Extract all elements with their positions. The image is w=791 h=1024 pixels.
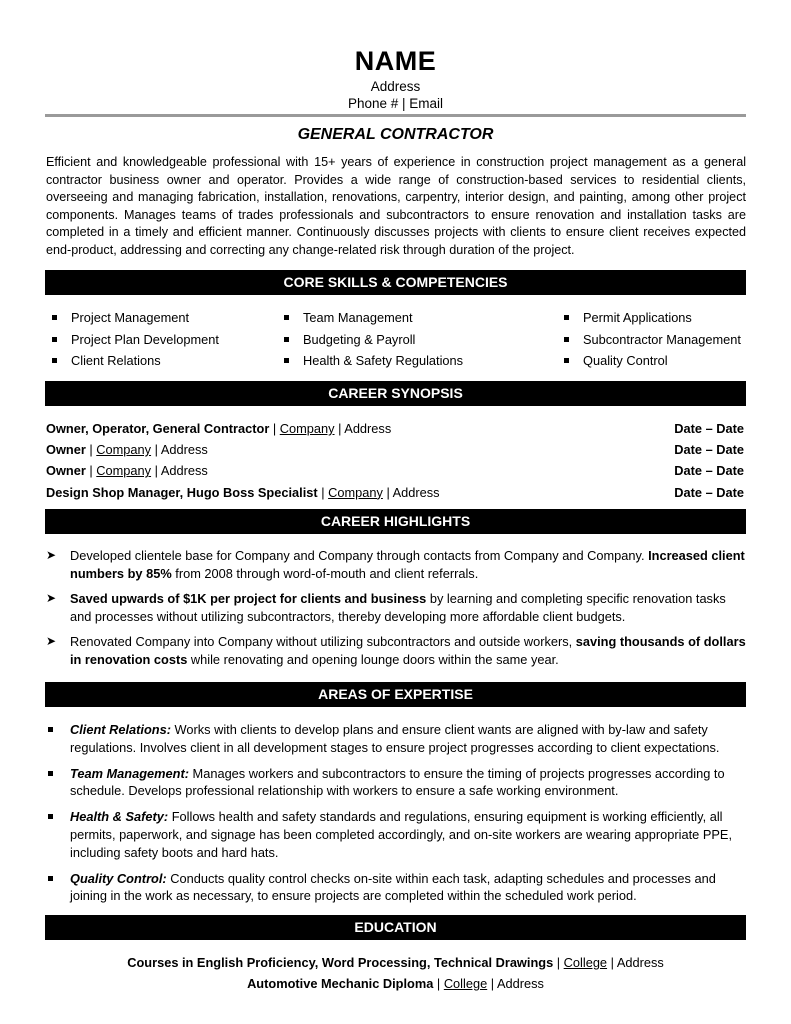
expertise-item: Team Management: Manages workers and subcontractors to ensure the timing of projects progresses according to schedule. Develops professional relationship with workers to ensure a safe working environment. xyxy=(46,765,746,800)
skill-item: Permit Applications xyxy=(558,309,741,331)
career-company: Company xyxy=(279,421,335,436)
expertise-item: Quality Control: Conducts quality control checks on-site within each task, adapting schedules and processes and joining in the work as necessary, to ensure projects are completed within the scheduled work period. xyxy=(46,870,746,905)
career-address: Address xyxy=(160,463,208,479)
section-header-highlights: CAREER HIGHLIGHTS xyxy=(45,509,746,534)
bullet-icon xyxy=(48,727,53,732)
skills-column-1 xyxy=(46,309,219,374)
education-course: Courses in English Proficiency, Word Processing, Technical Drawings xyxy=(127,955,554,970)
skills-column-2 xyxy=(278,309,463,374)
expertise-item: Client Relations: Works with clients to develop plans and ensure client wants are aligned with by-law and safety regulations. Involves client in all development stages to ensure project progresses according to client expectations. xyxy=(46,721,746,756)
header-divider xyxy=(45,114,746,117)
education-school: College xyxy=(563,955,608,970)
bullet-icon xyxy=(48,814,53,819)
highlights-list xyxy=(46,547,746,677)
email: Email xyxy=(409,96,444,111)
career-company: Company xyxy=(328,484,383,500)
career-row: Owner, Operator, General Contractor | Company | Address Date – Date xyxy=(46,421,744,436)
phone: Phone # xyxy=(347,96,399,111)
bullet-icon xyxy=(52,337,57,342)
section-header-expertise: AREAS OF EXPERTISE xyxy=(45,682,746,707)
expertise-item: Health & Safety: Follows health and safety standards and regulations, ensuring equipment is working efficiently, all permits, paperwork, and signage has been completed accordingly, and on-site workers are wearing appropriate PPE, including safety boots and hard hats. xyxy=(46,808,746,861)
career-role: Owner, Operator, General Contractor xyxy=(46,421,270,436)
skill-item: Project Management xyxy=(46,309,219,331)
skill-item: Budgeting & Payroll xyxy=(278,331,463,353)
skill-item: Project Plan Development xyxy=(46,331,219,353)
section-header-skills: CORE SKILLS & COMPETENCIES xyxy=(45,270,746,295)
education-course: Automotive Mechanic Diploma xyxy=(247,976,434,991)
highlight-item: ➤ Developed clientele base for Company and Company through contacts from Company and Company. Increased client numbers by 85% from 2008 through word-of-mouth and client referrals. xyxy=(46,548,745,581)
candidate-address: Address xyxy=(370,79,421,94)
skill-item: Health & Safety Regulations xyxy=(278,352,463,374)
contact-line xyxy=(0,96,791,111)
skill-item: Team Management xyxy=(278,309,463,331)
bullet-icon xyxy=(564,315,569,320)
bullet-icon xyxy=(564,358,569,363)
professional-summary: Efficient and knowledgeable professional with 15+ years of experience in construction project management as a general contractor business owner and operator. Provides a wide range of construction-based services to residential clients, overseeing and managing fabrication, installation, renovations, carpentry, interior design, and painting, among other project components. Manages teams of trades professionals and subcontractors to ensure renovation and installation tasks are completed in a timely and efficient manner. Continuously discusses projects with clients to ensure client receives expected end-product, addressing and correcting any change-related risk through duration of the project. xyxy=(46,155,746,257)
bullet-icon xyxy=(284,315,289,320)
bullet-icon xyxy=(52,315,57,320)
arrow-bullet-icon: ➤ xyxy=(46,548,57,562)
bullet-icon xyxy=(564,337,569,342)
career-role: Design Shop Manager, Hugo Boss Specialist xyxy=(46,484,318,500)
job-title: GENERAL CONTRACTOR xyxy=(297,126,494,143)
skill-item: Client Relations xyxy=(46,352,219,374)
highlight-item: ➤ Renovated Company into Company without utilizing subcontractors and outside workers, saving thousands of dollars in renovation costs while renovating and opening lounge doors within the same year. xyxy=(46,634,746,667)
career-address: Address xyxy=(392,484,440,500)
education-item: Automotive Mechanic Diploma | College | Address xyxy=(247,976,544,991)
career-row: Owner | Company | Address Date – Date xyxy=(46,442,744,458)
candidate-name: NAME xyxy=(354,46,437,76)
career-date: Date – Date xyxy=(674,442,744,458)
section-header-education: EDUCATION xyxy=(45,915,746,940)
career-role: Owner xyxy=(46,442,86,458)
career-list xyxy=(46,420,746,505)
skill-item: Subcontractor Management xyxy=(558,331,741,353)
career-row: Design Shop Manager, Hugo Boss Specialist | Company | Address Date – Date xyxy=(46,484,744,500)
arrow-bullet-icon: ➤ xyxy=(46,634,57,649)
career-address: Address xyxy=(344,421,392,436)
education-address: Address xyxy=(616,955,664,970)
career-role: Owner xyxy=(46,463,86,479)
highlight-item: ➤ Saved upwards of $1K per project for clients and business by learning and completing specific renovation tasks and processes without utilizing subcontractors, thereby developing more affordable client budgets. xyxy=(46,591,726,624)
career-row: Owner | Company | Address Date – Date xyxy=(46,463,744,479)
education-item: Courses in English Proficiency, Word Processing, Technical Drawings | College | Address xyxy=(127,955,664,970)
bullet-icon xyxy=(52,358,57,363)
arrow-bullet-icon: ➤ xyxy=(46,591,57,606)
career-date: Date – Date xyxy=(674,463,744,479)
separator: | xyxy=(402,96,406,111)
bullet-icon xyxy=(284,337,289,342)
bullet-icon xyxy=(48,771,53,776)
career-company: Company xyxy=(96,442,152,458)
section-header-career: CAREER SYNOPSIS xyxy=(45,381,746,406)
education-school: College xyxy=(443,976,488,991)
career-company: Company xyxy=(96,463,152,479)
skills-column-3 xyxy=(558,309,741,374)
education-address: Address xyxy=(496,976,544,991)
career-date: Date – Date xyxy=(674,484,744,500)
career-date: Date – Date xyxy=(674,421,744,436)
expertise-list xyxy=(46,721,746,913)
skill-item: Quality Control xyxy=(558,352,741,374)
bullet-icon xyxy=(48,876,53,881)
bullet-icon xyxy=(284,358,289,363)
career-address: Address xyxy=(160,442,208,458)
